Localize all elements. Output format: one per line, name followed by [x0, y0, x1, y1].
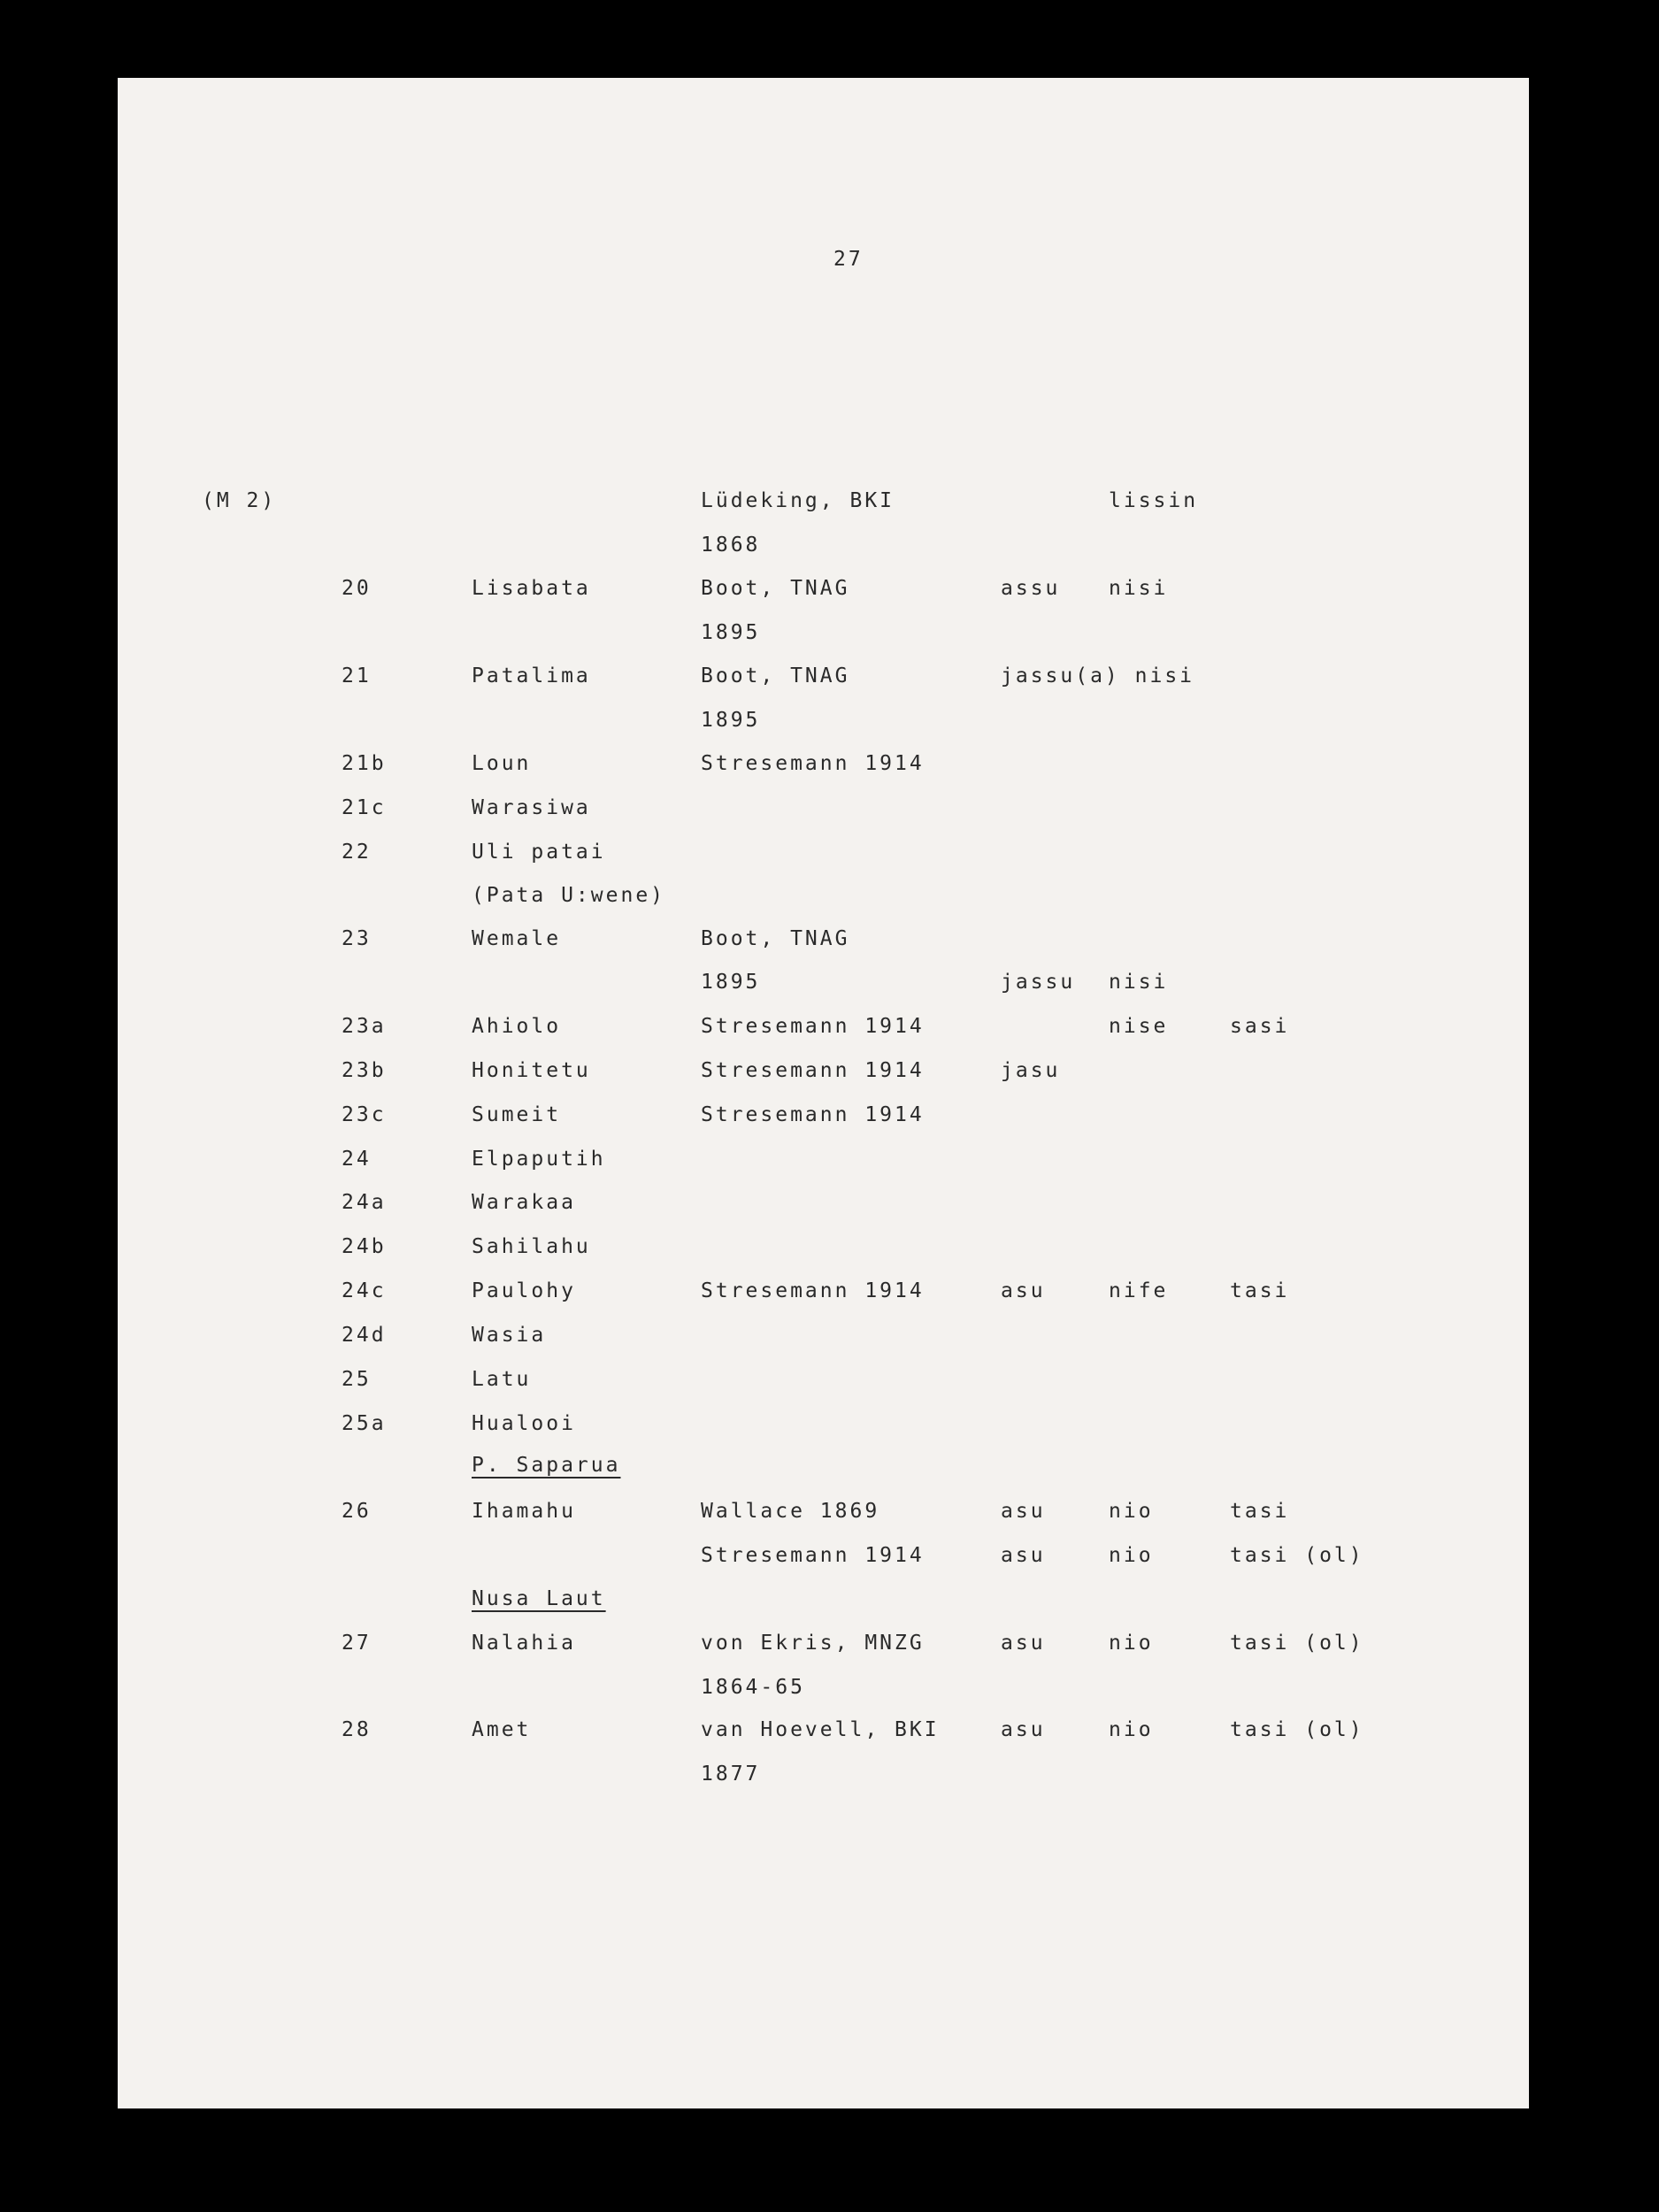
cell-w1: asu	[1001, 1718, 1046, 1741]
cell-place: Hualooi	[472, 1412, 576, 1435]
cell-w2: nisi	[1109, 577, 1169, 600]
cell-source: 1895	[701, 971, 761, 994]
cell-place: Honitetu	[472, 1059, 591, 1082]
cell-place: Nalahia	[472, 1632, 576, 1655]
cell-source: Boot, TNAG	[701, 927, 850, 950]
cell-w2: nise	[1109, 1015, 1169, 1038]
cell-no: 23a	[342, 1015, 387, 1038]
cell-w3: tasi	[1230, 1279, 1290, 1302]
cell-source: von Ekris, MNZG	[701, 1632, 925, 1655]
cell-no: 22	[342, 841, 372, 864]
cell-place: Paulohy	[472, 1279, 576, 1302]
cell-place: Latu	[472, 1368, 532, 1391]
cell-place: Wemale	[472, 927, 562, 950]
cell-source: Stresemann 1914	[701, 1279, 925, 1302]
cell-source: Boot, TNAG	[701, 577, 850, 600]
cell-w1: jasu	[1001, 1059, 1061, 1082]
cell-place: Nusa Laut	[472, 1587, 606, 1610]
cell-source: 1864-65	[701, 1676, 805, 1699]
cell-w3: tasi (ol)	[1230, 1544, 1364, 1567]
cell-w2: nife	[1109, 1279, 1169, 1302]
cell-place: Sumeit	[472, 1103, 562, 1126]
cell-place: Uli patai	[472, 841, 606, 864]
cell-no: 23	[342, 927, 372, 950]
cell-no: 25	[342, 1368, 372, 1391]
cell-no: 28	[342, 1718, 372, 1741]
cell-place: (Pata U:wene)	[472, 884, 666, 907]
cell-source: Stresemann 1914	[701, 1544, 925, 1567]
cell-w2: lissin	[1109, 489, 1199, 512]
cell-place: Amet	[472, 1718, 532, 1741]
cell-w3: sasi	[1230, 1015, 1290, 1038]
cell-w2: nio	[1109, 1632, 1154, 1655]
cell-no: 21	[342, 664, 372, 687]
cell-place: Ihamahu	[472, 1500, 576, 1523]
cell-no: 21c	[342, 796, 387, 819]
cell-no: 23b	[342, 1059, 387, 1082]
cell-place: Wasia	[472, 1324, 547, 1347]
cell-w1: asu	[1001, 1632, 1046, 1655]
cell-w2: nisi	[1109, 971, 1169, 994]
cell-w2: nio	[1109, 1718, 1154, 1741]
cell-w3: tasi (ol)	[1230, 1718, 1364, 1741]
cell-source: Stresemann 1914	[701, 752, 925, 775]
cell-source: Lüdeking, BKI	[701, 489, 895, 512]
cell-source: Wallace 1869	[701, 1500, 880, 1523]
cell-place: P. Saparua	[472, 1454, 621, 1477]
cell-no: 24b	[342, 1235, 387, 1258]
cell-place: Sahilahu	[472, 1235, 591, 1258]
cell-source: 1868	[701, 534, 761, 557]
cell-no: 24a	[342, 1191, 387, 1214]
cell-source: 1895	[701, 621, 761, 644]
cell-source: Stresemann 1914	[701, 1103, 925, 1126]
page-number: 27	[833, 248, 864, 271]
cell-no: 24	[342, 1148, 372, 1171]
cell-place: Warakaa	[472, 1191, 576, 1214]
cell-source: 1877	[701, 1763, 761, 1786]
cell-w1: jassu(a) nisi	[1001, 664, 1195, 687]
cell-source: 1895	[701, 709, 761, 732]
cell-source: Boot, TNAG	[701, 664, 850, 687]
map-reference: (M 2)	[202, 489, 277, 512]
cell-no: 24d	[342, 1324, 387, 1347]
cell-no: 20	[342, 577, 372, 600]
document-page	[118, 78, 1529, 2108]
cell-w2: nio	[1109, 1500, 1154, 1523]
cell-no: 27	[342, 1632, 372, 1655]
cell-place: Elpaputih	[472, 1148, 606, 1171]
cell-no: 24c	[342, 1279, 387, 1302]
cell-place: Loun	[472, 752, 532, 775]
cell-source: Stresemann 1914	[701, 1059, 925, 1082]
cell-place: Ahiolo	[472, 1015, 562, 1038]
cell-w1: asu	[1001, 1500, 1046, 1523]
cell-place: Patalima	[472, 664, 591, 687]
cell-w3: tasi	[1230, 1500, 1290, 1523]
cell-source: Stresemann 1914	[701, 1015, 925, 1038]
cell-w1: jassu	[1001, 971, 1076, 994]
cell-no: 21b	[342, 752, 387, 775]
cell-no: 26	[342, 1500, 372, 1523]
cell-w3: tasi (ol)	[1230, 1632, 1364, 1655]
cell-w1: asu	[1001, 1544, 1046, 1567]
cell-w1: assu	[1001, 577, 1061, 600]
cell-no: 23c	[342, 1103, 387, 1126]
cell-w1: asu	[1001, 1279, 1046, 1302]
cell-place: Lisabata	[472, 577, 591, 600]
cell-w2: nio	[1109, 1544, 1154, 1567]
cell-no: 25a	[342, 1412, 387, 1435]
cell-place: Warasiwa	[472, 796, 591, 819]
cell-source: van Hoevell, BKI	[701, 1718, 940, 1741]
